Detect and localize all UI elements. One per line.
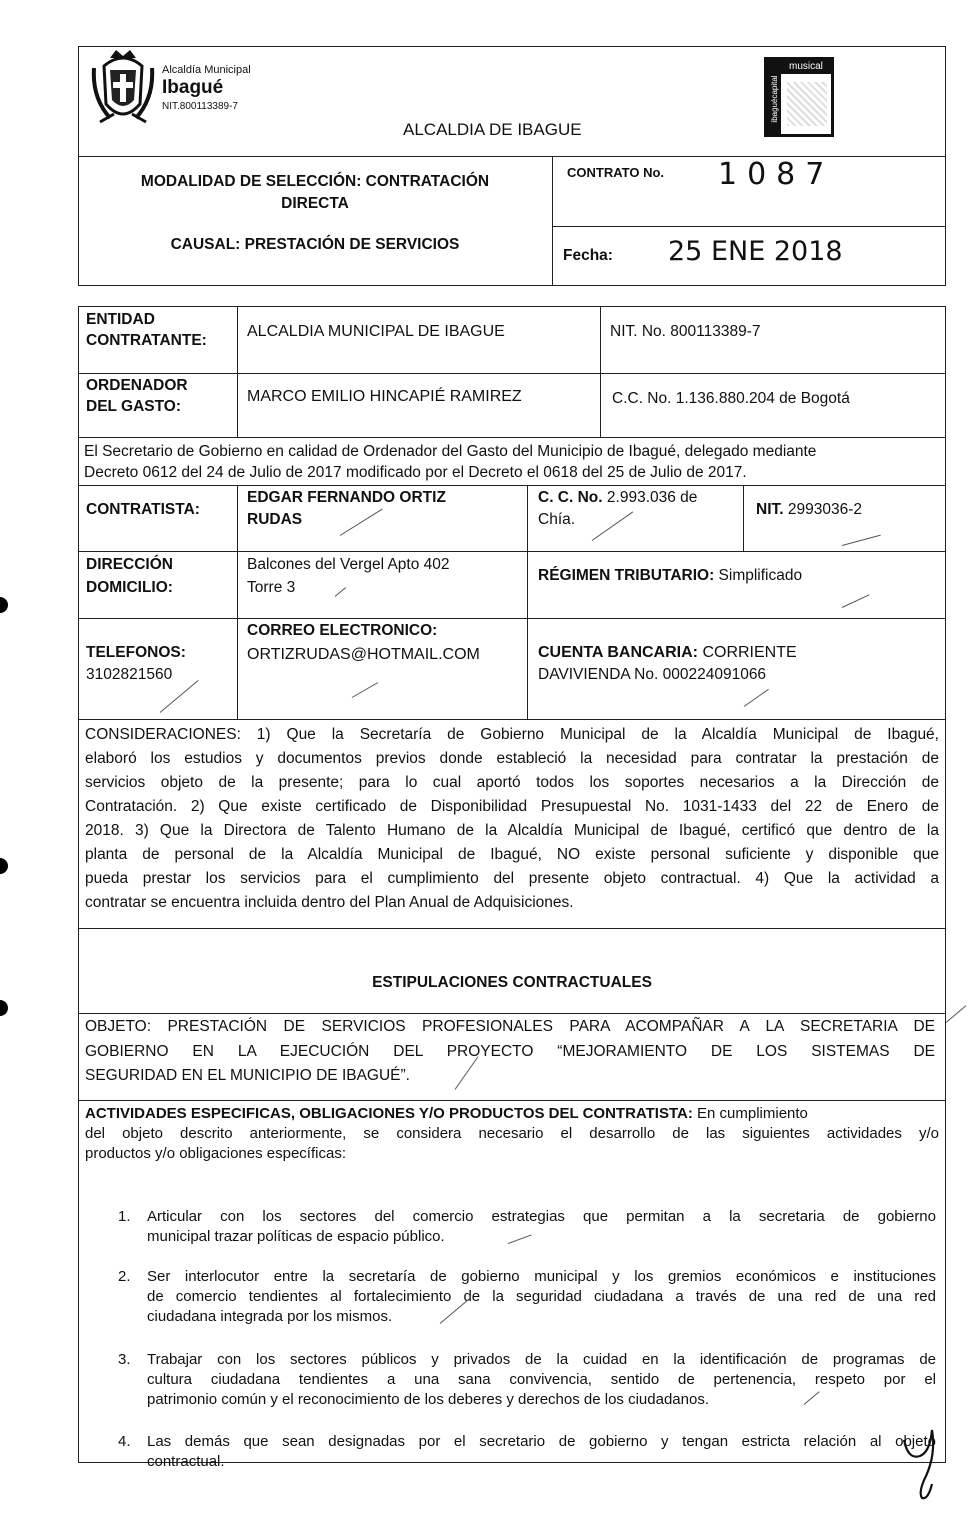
header-vertical-divider <box>552 156 553 286</box>
row-divider-8 <box>78 1013 946 1014</box>
cuenta <box>538 643 797 662</box>
punch-hole <box>0 1000 8 1016</box>
consideraciones-line-0: CONSIDERACIONES: 1) Que la Secretaría de Gobierno Municipal de la Alcaldía Municipal de Ibagué, <box>85 726 939 743</box>
ordenador-label1: ORDENADOR <box>86 377 188 394</box>
consideraciones-line-2: servicios objeto de la presente; para lo cual aportó todos los soportes necesarios a la Dirección de <box>85 774 939 791</box>
coat-of-arms-logo <box>90 48 156 128</box>
logo-line1: Alcaldía Municipal <box>162 64 251 76</box>
consideraciones-line-1: elaboró los estudios y documentos previos donde estableció la necesidad para contratar la prestación de <box>85 750 939 767</box>
consideraciones-line-7: contratar se encuentra incluida dentro del Plan Anual de Adquisiciones. <box>85 894 574 911</box>
delegacion-line2: Decreto 0612 del 24 de Julio de 2017 modificado por el Decreto el 0618 del 25 de Julio de 2017. <box>84 464 747 481</box>
item-3-line-2: patrimonio común y el reconocimiento de los deberes y derechos de los ciudadanos. <box>147 1391 709 1408</box>
col-divider-b2 <box>527 485 528 719</box>
item-2-line-1: de comercio tendientes al fortalecimiento de la seguridad ciudadana a través de una red de una red <box>147 1288 936 1305</box>
actividades-intro <box>85 1104 939 1123</box>
col-divider-a2 <box>237 485 238 719</box>
contratista-cc-label: C. C. No. <box>538 489 603 506</box>
signature-mark <box>896 1424 946 1504</box>
telefonos-value: 3102821560 <box>86 666 173 683</box>
row-divider-1 <box>78 373 946 374</box>
logo-nit: NIT.800113389-7 <box>162 101 238 112</box>
musical-badge <box>764 57 834 137</box>
actividades-intro-line1: En cumplimiento <box>697 1105 808 1122</box>
ordenador-label2: DEL GASTO: <box>86 398 182 415</box>
contratista-cc <box>538 488 697 507</box>
correo-value: ORTIZRUDAS@HOTMAIL.COM <box>247 646 480 663</box>
header-title: ALCALDIA DE IBAGUE <box>403 120 582 139</box>
col-divider-c <box>743 485 744 551</box>
entidad-label1: ENTIDAD <box>86 311 155 328</box>
punch-hole <box>0 858 8 874</box>
correo-label: CORREO ELECTRONICO: <box>247 622 438 639</box>
actividades-intro-line2: del objeto descrito anteriormente, se considera necesario el desarrollo de las siguientes actividades y/o <box>85 1125 939 1142</box>
modalidad-line2: DIRECTA <box>281 195 349 212</box>
actividades-heading: ACTIVIDADES ESPECIFICAS, OBLIGACIONES Y/O PRODUCTOS DEL CONTRATISTA: <box>85 1105 693 1122</box>
fecha-label: Fecha: <box>563 247 613 264</box>
col-divider-b1 <box>600 306 601 437</box>
objeto-line-1: GOBIERNO EN LA EJECUCIÓN DEL PROYECTO “MEJORAMIENTO DE LOS SISTEMAS DE <box>85 1043 935 1060</box>
item-2-line-0: Ser interlocutor entre la secretaría de gobierno municipal y los gremios económicos e instituciones <box>147 1268 936 1285</box>
badge-text: musical <box>789 61 823 72</box>
item-3-line-0: Trabajar con los sectores públicos y privados de la cuidad en la identificación de programas de <box>147 1351 936 1368</box>
contratista-label: CONTRATISTA: <box>86 501 200 518</box>
contratista-cc-value: 2.993.036 de <box>606 489 698 506</box>
logo-line2: Ibagué <box>162 77 224 98</box>
cuenta-bank: DAVIVIENDA No. 000224091066 <box>538 666 767 683</box>
direccion-label1: DIRECCIÓN <box>86 556 173 573</box>
entidad-nit: NIT. No. 800113389-7 <box>610 323 761 340</box>
contratista-cc-city: Chía. <box>538 511 576 528</box>
contratista-nit-label: NIT. <box>756 501 784 518</box>
actividades-intro-line3: productos y/o obligaciones específicas: <box>85 1145 346 1162</box>
causal: CAUSAL: PRESTACIÓN DE SERVICIOS <box>170 236 460 253</box>
contrato-label: CONTRATO No. <box>567 165 665 180</box>
ordenador-cc: C.C. No. 1.136.880.204 de Bogotá <box>612 390 850 407</box>
regimen-value: Simplificado <box>718 567 803 584</box>
cuenta-label: CUENTA BANCARIA: <box>538 644 698 661</box>
fecha-value: 25 ENE 2018 <box>668 236 843 267</box>
item-2-num: 2. <box>118 1268 131 1285</box>
contrato-number: 1087 <box>718 157 835 192</box>
item-2-line-2: ciudadana integrada por los mismos. <box>147 1308 393 1325</box>
contrato-divider <box>552 226 946 227</box>
modalidad-line1: MODALIDAD DE SELECCIÓN: CONTRATACIÓN <box>140 173 490 190</box>
row-divider-5 <box>78 618 946 619</box>
estipulaciones-title: ESTIPULACIONES CONTRACTUALES <box>372 974 652 991</box>
contratista-name1: EDGAR FERNANDO ORTIZ <box>247 489 446 506</box>
item-3-num: 3. <box>118 1351 131 1368</box>
item-4-line-1: contractual. <box>147 1453 225 1470</box>
check-mark <box>946 1005 967 1022</box>
row-divider-4 <box>78 551 946 552</box>
badge-pattern <box>787 82 827 126</box>
punch-hole <box>0 597 8 613</box>
delegacion-line1: El Secretario de Gobierno en calidad de Ordenador del Gasto del Municipio de Ibagué, delegado mediante <box>84 443 817 460</box>
consideraciones-line-6: pueda prestar los servicios para el cumplimiento del presente objeto contractual. 4) Que la actividad a <box>85 870 939 887</box>
consideraciones-line-5: planta de personal de la Alcaldía Municipal de Ibagué, NO existe personal suficiente y disponible que <box>85 846 939 863</box>
objeto-line-0: OBJETO: PRESTACIÓN DE SERVICIOS PROFESIONALES PARA ACOMPAÑAR A LA SECRETARIA DE <box>85 1018 935 1035</box>
contratista-nit-value: 2993036-2 <box>787 501 862 518</box>
cuenta-type: CORRIENTE <box>702 644 797 661</box>
contratista-name2: RUDAS <box>247 511 303 528</box>
direccion-addr2: Torre 3 <box>247 579 296 596</box>
item-1-num: 1. <box>118 1208 131 1225</box>
row-divider-9 <box>78 1100 946 1101</box>
regimen <box>538 566 802 585</box>
col-divider-a1 <box>237 306 238 437</box>
ordenador-name: MARCO EMILIO HINCAPIÉ RAMIREZ <box>247 388 522 405</box>
item-4-num: 4. <box>118 1433 131 1450</box>
row-divider-7 <box>78 928 946 929</box>
badge-side-text: ibaguécapital <box>770 75 779 123</box>
item-1-line-1: municipal trazar políticas de espacio público. <box>147 1228 445 1245</box>
consideraciones-line-4: 2018. 3) Que la Directora de Talento Humano de la Alcaldía Municipal de Ibagué, certificó que dentro de la <box>85 822 939 839</box>
telefonos-label: TELEFONOS: <box>86 644 186 661</box>
entidad-name: ALCALDIA MUNICIPAL DE IBAGUE <box>247 323 505 340</box>
row-divider-2 <box>78 437 946 438</box>
item-1-line-0: Articular con los sectores del comercio estrategias que permitan a la secretaria de gobierno <box>147 1208 936 1225</box>
row-divider-6 <box>78 719 946 720</box>
direccion-label2: DOMICILIO: <box>86 579 173 596</box>
row-divider-3 <box>78 485 946 486</box>
direccion-addr1: Balcones del Vergel Apto 402 <box>247 556 450 573</box>
item-4-line-0: Las demás que sean designadas por el secretario de gobierno y tengan estricta relación al objeto <box>147 1433 936 1450</box>
contratista-nit <box>756 500 862 519</box>
consideraciones-line-3: Contratación. 2) Que existe certificado de Disponibilidad Presupuestal No. 1031-1433 del 22 de Enero de <box>85 798 939 815</box>
regimen-label: RÉGIMEN TRIBUTARIO: <box>538 567 715 584</box>
item-3-line-1: cultura ciudadana tendientes a una sana convivencia, sentido de pertenencia, respeto por el <box>147 1371 936 1388</box>
objeto-line-2: SEGURIDAD EN EL MUNICIPIO DE IBAGUÉ”. <box>85 1067 410 1084</box>
entidad-label2: CONTRATANTE: <box>86 332 207 349</box>
